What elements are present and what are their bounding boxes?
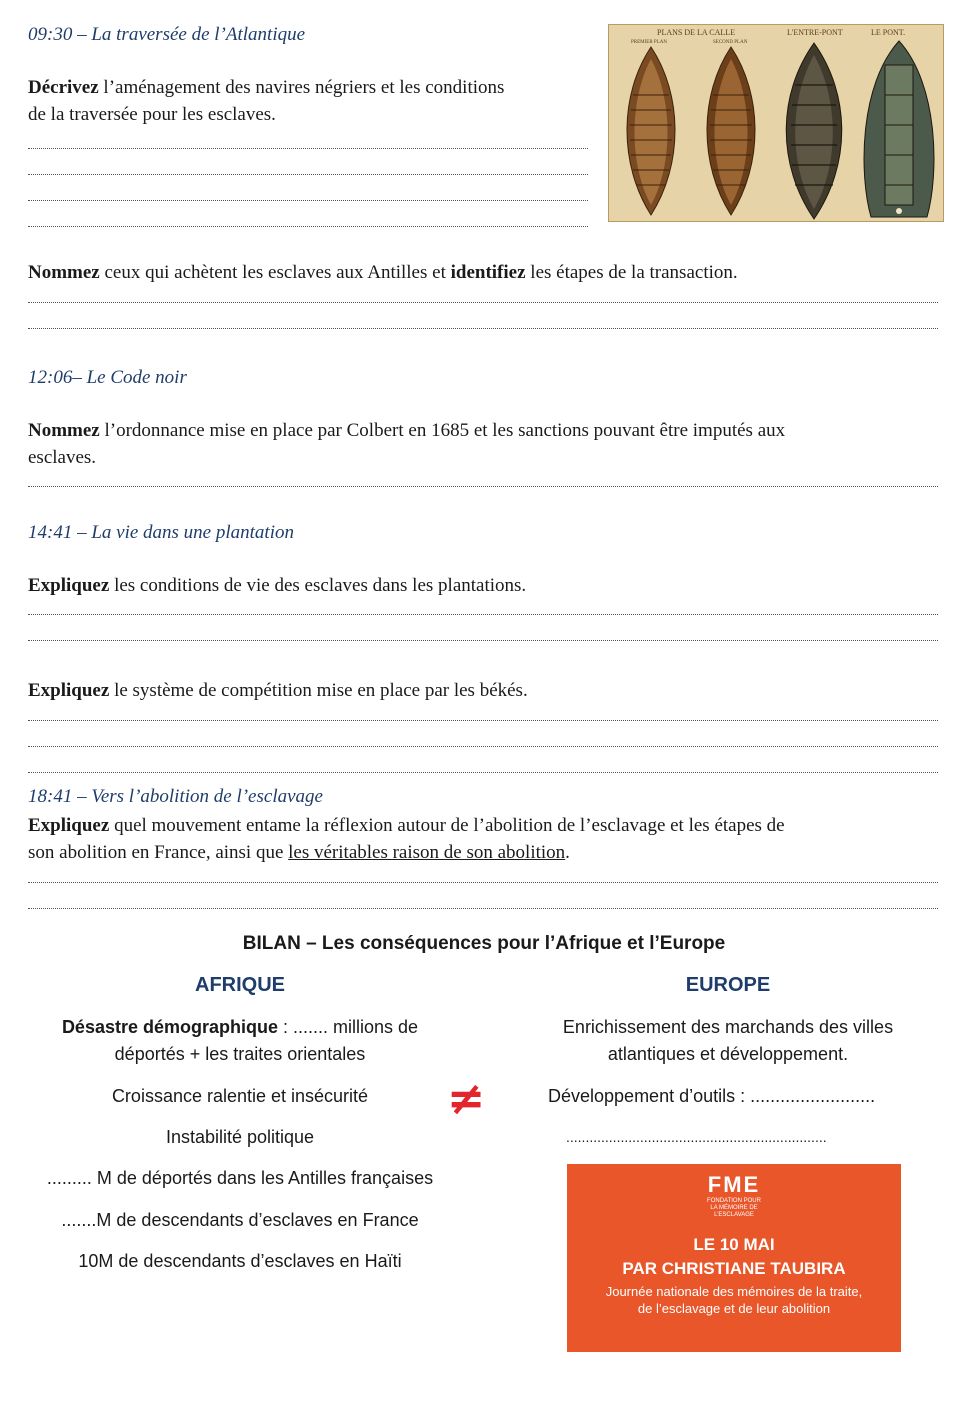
fme-org-line3: L’ESCLAVAGE — [714, 1212, 754, 1218]
section-time-code-noir: 12:06– Le Code noir — [28, 367, 187, 388]
fme-poster — [567, 1164, 901, 1352]
afrique-item: .......M de descendants d’esclaves en France — [61, 1210, 419, 1230]
afrique-item: Instabilité politique — [165, 1127, 315, 1147]
desastre-label: Désastre démographique — [61, 1017, 278, 1037]
question-text: l’ordonnance mise en place par Colbert en 1685 et les sanctions pouvant être imputés aux — [99, 420, 786, 441]
question-text: l’aménagement des navires négriers et les conditions — [98, 77, 505, 98]
question-text: les étapes de la transaction. — [525, 262, 738, 283]
desastre-text: : ....... millions de — [278, 1017, 419, 1037]
europe-enrichissement — [508, 1014, 948, 1068]
question-verb: identifiez — [450, 262, 526, 283]
question-verb: Décrivez — [28, 77, 99, 98]
ship-plan-illustration — [609, 25, 943, 221]
answer-line[interactable] — [28, 614, 938, 615]
plan-label-2: L'ENTRE-PONT — [787, 28, 843, 37]
afrique-item: ......... M de déportés dans les Antilles françaises — [46, 1168, 434, 1188]
ship-hull-4 — [864, 41, 934, 217]
answer-line[interactable] — [28, 486, 938, 487]
not-equal-icon: ≠ — [446, 1071, 486, 1125]
section-time-abolition: 18:41 – Vers l’abolition de l’esclavage — [28, 786, 323, 807]
question-text-line2: son abolition en France, ainsi que — [28, 842, 289, 863]
question-expliquez-competition — [28, 677, 938, 704]
poster-subtitle-1: Journée nationale des mémoires de la traite, — [605, 1284, 863, 1299]
section-time-traversee: 09:30 – La traversée de l’Atlantique — [28, 24, 306, 45]
question-nommez-ordonnance — [28, 417, 942, 471]
ship-hull-3 — [786, 43, 842, 219]
question-text: les conditions de vie des esclaves dans les plantations. — [109, 575, 527, 596]
question-text-line2: de la traversée pour les esclaves. — [28, 104, 276, 125]
answer-line[interactable] — [28, 226, 588, 227]
question-text: ceux qui achètent les esclaves aux Antilles et — [99, 262, 451, 283]
europe-item: Développement d’outils : ......................... — [548, 1086, 876, 1106]
question-text: le système de compétition mise en place par les békés. — [109, 680, 528, 701]
desastre-line2: déportés + les traites orientales — [114, 1044, 366, 1064]
europe-item1-line2: atlantiques et développement. — [607, 1044, 849, 1064]
question-verb: Nommez — [28, 420, 100, 441]
plan-label-3: LE PONT. — [871, 28, 906, 37]
poster-subtitle-2: de l’esclavage et de leur abolition — [637, 1301, 831, 1316]
answer-line[interactable] — [28, 746, 938, 747]
question-nommez-acheteurs — [28, 259, 958, 286]
plan-sublabel-1: PREMIER PLAN — [631, 40, 667, 45]
question-text-end: . — [565, 842, 570, 863]
answer-line[interactable] — [28, 302, 938, 303]
afrique-desastre — [20, 1014, 460, 1068]
question-verb: Expliquez — [28, 680, 110, 701]
answer-line[interactable] — [28, 720, 938, 721]
plan-label-1: PLANS DE LA CALLE — [657, 28, 735, 37]
ship-hull-2 — [707, 47, 755, 215]
afrique-heading: AFRIQUE — [195, 974, 285, 996]
question-expliquez-conditions — [28, 572, 938, 599]
question-text-line2: esclaves. — [28, 447, 97, 468]
question-verb: Nommez — [28, 262, 100, 283]
ship-hull-1 — [627, 47, 675, 215]
answer-line[interactable] — [28, 882, 938, 883]
fme-org-line1: FONDATION POUR — [707, 1198, 761, 1204]
section-time-plantation: 14:41 – La vie dans une plantation — [28, 522, 294, 543]
slave-ship-plan-image — [608, 24, 944, 222]
question-decrivez — [28, 74, 598, 128]
question-expliquez-abolition — [28, 812, 942, 866]
plan-sublabel-2: SECOND PLAN — [713, 40, 748, 45]
answer-line[interactable] — [28, 772, 938, 773]
answer-line[interactable] — [28, 148, 588, 149]
europe-blank-line: ................................................................... — [566, 1129, 827, 1145]
fme-logo: FME — [707, 1172, 761, 1197]
poster-date: LE 10 MAI — [693, 1235, 775, 1254]
answer-line[interactable] — [28, 908, 938, 909]
answer-line[interactable] — [28, 640, 938, 641]
europe-heading: EUROPE — [685, 974, 771, 996]
afrique-item: Croissance ralentie et insécurité — [111, 1086, 369, 1106]
question-underlined: les véritables raison de son abolition — [288, 842, 566, 863]
question-verb: Expliquez — [28, 575, 110, 596]
fme-org-line2: LA MÉMOIRE DE — [710, 1205, 758, 1211]
answer-line[interactable] — [28, 200, 588, 201]
afrique-item: 10M de descendants d’esclaves en Haïti — [78, 1251, 402, 1271]
poster-author: PAR CHRISTIANE TAUBIRA — [622, 1259, 846, 1278]
bilan-title: BILAN – Les conséquences pour l’Afrique et l’Europe — [242, 933, 726, 954]
question-verb: Expliquez — [28, 815, 110, 836]
answer-line[interactable] — [28, 174, 588, 175]
answer-line[interactable] — [28, 328, 938, 329]
europe-item1-line1: Enrichissement des marchands des villes — [562, 1017, 894, 1037]
question-text: quel mouvement entame la réflexion autour de l’abolition de l’esclavage et les étapes de — [109, 815, 785, 836]
